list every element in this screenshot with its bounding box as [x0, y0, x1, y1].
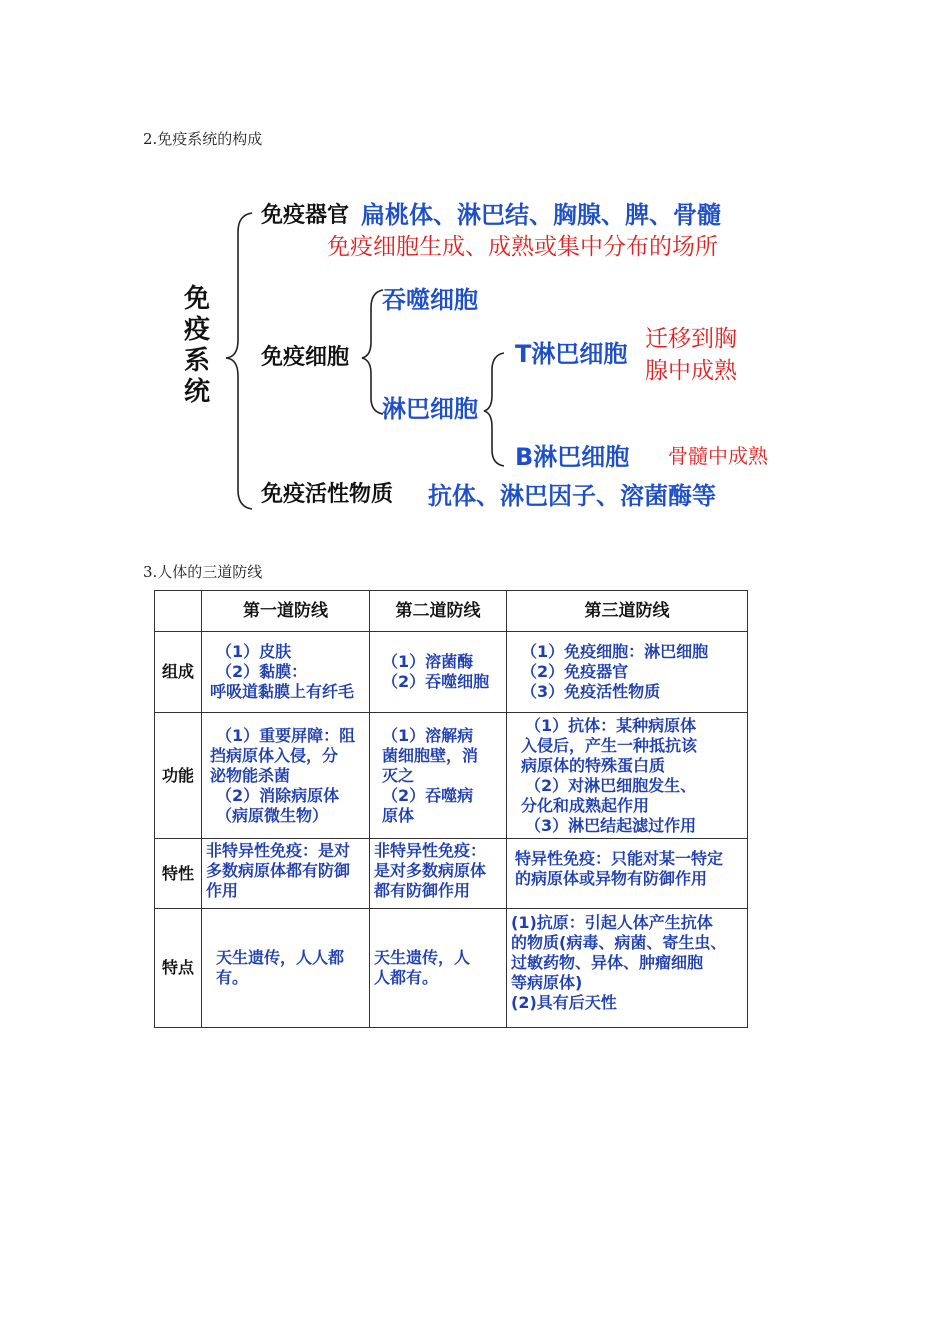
phagocyte-label: 吞噬细胞	[382, 286, 478, 314]
cell-brace	[362, 290, 383, 414]
table-row	[155, 713, 748, 839]
cell-label: 免疫细胞	[261, 345, 350, 370]
row-header-composition: 组成	[155, 632, 202, 713]
b-cell-note: 骨髓中成熟	[668, 444, 768, 468]
table-cell: 天生遗传，人 人都有。	[370, 909, 507, 1028]
section-heading-three-lines: 3.人体的三道防线	[143, 563, 263, 581]
table-row	[155, 909, 748, 1028]
table-cell: 非特异性免疫：是对 多数病原体都有防御 作用	[202, 839, 370, 909]
table-cell: 非特异性免疫： 是对多数病原体 都有防御作用	[370, 839, 507, 909]
table-cell: （1）皮肤 （2）黏膜： 呼吸道黏膜上有纤毛	[202, 632, 370, 713]
table-cell: 天生遗传，人人都 有。	[202, 909, 370, 1028]
table-cell: 特异性免疫：只能对某一特定 的病原体或异物有防御作用	[507, 839, 748, 909]
section-heading-composition: 2.免疫系统的构成	[143, 130, 263, 148]
active-substance-label: 免疫活性物质	[261, 482, 394, 507]
main-brace	[226, 213, 252, 509]
table-cell: （1）重要屏障：阻 挡病原体入侵，分 泌物能杀菌 （2）消除病原体 （病原微生物）	[202, 713, 370, 839]
root-char: 免	[183, 284, 210, 314]
root-char: 系	[183, 346, 210, 376]
active-substance-examples: 抗体、淋巴因子、溶菌酶等	[428, 482, 716, 510]
column-header-third-line: 第三道防线	[507, 591, 748, 632]
column-header-second-line: 第二道防线	[370, 591, 507, 632]
defense-lines-table	[154, 590, 748, 1028]
table-cell: （1）溶解病 菌细胞壁，消 灭之 （2）吞噬病 原体	[370, 713, 507, 839]
column-header-empty	[155, 591, 202, 632]
table-row	[155, 839, 748, 909]
t-cell-note-line1: 迁移到胸	[645, 326, 737, 352]
table-cell: （1）抗体：某种病原体 入侵后，产生一种抵抗该 病原体的特殊蛋白质 （2）对淋巴细胞发生、 分化和成熟起作用 （3）淋巴结起滤过作用	[507, 713, 748, 839]
root-char: 疫	[183, 315, 210, 345]
organ-examples: 扁桃体、淋巴结、胸腺、脾、骨髓	[361, 201, 721, 229]
organ-note: 免疫细胞生成、成熟或集中分布的场所	[327, 234, 718, 260]
t-cell-note-line2: 腺中成熟	[645, 358, 737, 384]
table-cell: （1）溶菌酶 （2）吞噬细胞	[370, 632, 507, 713]
lymphocyte-label: 淋巴细胞	[382, 395, 478, 423]
table-cell: (1)抗原：引起人体产生抗体 的物质(病毒、病菌、寄生虫、 过敏药物、异体、肿瘤细胞 等病原体) (2)具有后天性	[507, 909, 748, 1028]
table-cell: （1）免疫细胞：淋巴细胞 （2）免疫器官 （3）免疫活性物质	[507, 632, 748, 713]
root-char: 统	[183, 377, 210, 407]
organ-label: 免疫器官	[261, 203, 350, 228]
root-immune-system	[182, 284, 212, 408]
lymphocyte-brace	[484, 353, 504, 466]
row-header-feature: 特点	[155, 909, 202, 1028]
b-cell-label: B淋巴细胞	[515, 443, 630, 471]
bracket-lines	[0, 0, 950, 540]
table-header-row	[155, 591, 748, 632]
row-header-function: 功能	[155, 713, 202, 839]
column-header-first-line: 第一道防线	[202, 591, 370, 632]
t-cell-label: T淋巴细胞	[515, 340, 628, 368]
immune-system-tree-diagram	[0, 0, 950, 540]
row-header-property: 特性	[155, 839, 202, 909]
table-row	[155, 632, 748, 713]
